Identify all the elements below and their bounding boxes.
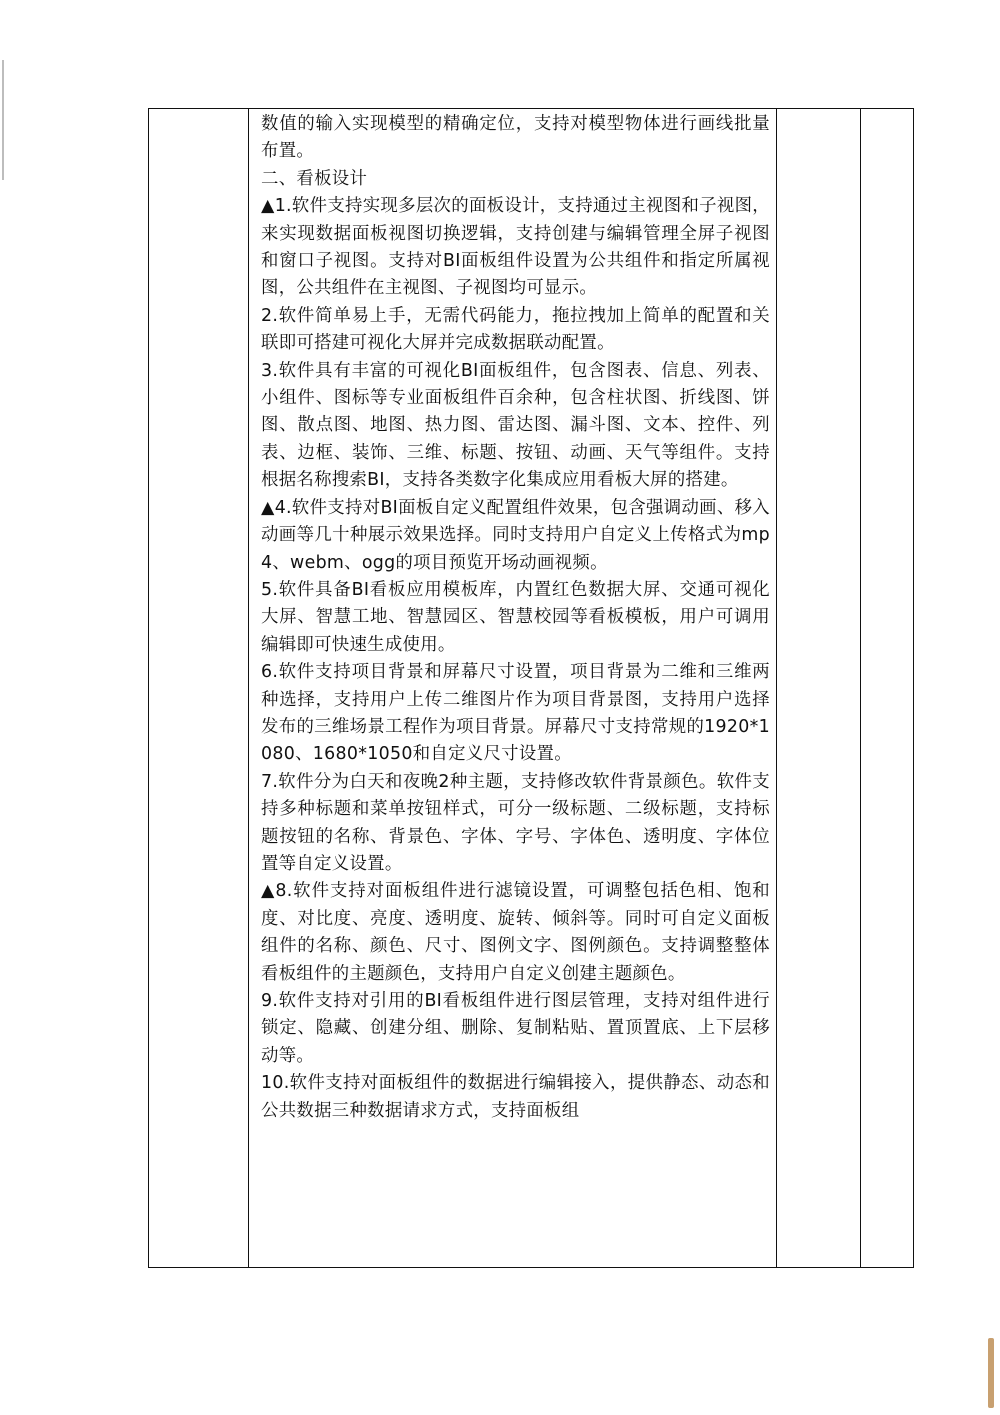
paragraph: 9.软件支持对引用的BI看板组件进行图层管理，支持对组件进行锁定、隐藏、创建分组、删除、复制粘贴、置顶置底、上下层移动等。 bbox=[261, 991, 770, 1066]
paragraph: 5.软件具备BI看板应用模板库，内置红色数据大屏、交通可视化大屏、智慧工地、智慧园区、智慧校园等看板模板，用户可调用编辑即可快速生成使用。 bbox=[261, 579, 770, 655]
paragraph: ▲4.软件支持对BI面板自定义配置组件效果，包含强调动画、移入动画等几十种展示效果选择。同时支持用户自定义上传格式为mp4、webm、ogg的项目预览开场动画视频。 bbox=[261, 497, 770, 573]
paragraph: 数值的输入实现模型的精确定位，支持对模型物体进行画线批量布置。 bbox=[261, 114, 770, 162]
paragraph: ▲8.软件支持对面板组件进行滤镜设置，可调整包括色相、饱和度、对比度、亮度、透明度、旋转、倾斜等。同时可自定义面板组件的名称、颜色、尺寸、图例文字、图例颜色。支持调整整体看板组件的主题颜色，支持用户自定义创建主题颜色。 bbox=[261, 881, 770, 984]
paragraph: 6.软件支持项目背景和屏幕尺寸设置，项目背景为二维和三维两种选择，支持用户上传二维图片作为项目背景图，支持用户选择发布的三维场景工程作为项目背景。屏幕尺寸支持常规的1920*1080、1680*1050和自定义尺寸设置。 bbox=[261, 662, 770, 765]
paragraph: 10.软件支持对面板组件的数据进行编辑接入，提供静态、动态和公共数据三种数据请求方式，支持面板组 bbox=[261, 1073, 770, 1121]
paragraph: 2.软件简单易上手，无需代码能力，拖拉拽加上简单的配置和关联即可搭建可视化大屏并完成数据联动配置。 bbox=[261, 305, 770, 354]
scan-edge-mark-right bbox=[988, 1338, 994, 1408]
paragraph: 7.软件分为白天和夜晚2种主题，支持修改软件背景颜色。软件支持多种标题和菜单按钮样式，可分一级标题、二级标题，支持标题按钮的名称、背景色、字体、字号、字体色、透明度、字体位置等自定义设置。 bbox=[261, 771, 770, 874]
paragraph: 3.软件具有丰富的可视化BI面板组件，包含图表、信息、列表、小组件、图标等专业面板组件百余种，包含柱状图、折线图、饼图、散点图、地图、热力图、雷达图、漏斗图、文本、控件、列表、边框、装饰、三维、标题、按钮、动画、天气等组件。支持根据名称搜索BI，支持各类数字化集成应用看板大屏的搭建。 bbox=[261, 360, 770, 491]
paragraph: ▲1.软件支持实现多层次的面板设计，支持通过主视图和子视图，来实现数据面板视图切换逻辑，支持创建与编辑管理全屏子视图和窗口子视图。支持对BI面板组件设置为公共组件和指定所属视图，公共组件在主视图、子视图均可显示。 bbox=[261, 196, 770, 299]
requirements-table bbox=[148, 108, 914, 1268]
scan-edge-mark bbox=[2, 60, 4, 180]
section-heading: 二、看板设计 bbox=[261, 168, 368, 189]
table-row bbox=[149, 109, 914, 1268]
requirement-text bbox=[249, 109, 776, 1125]
remark-cell bbox=[861, 109, 914, 1268]
requirement-cell bbox=[249, 109, 777, 1268]
response-cell bbox=[777, 109, 861, 1268]
index-cell bbox=[149, 109, 249, 1268]
